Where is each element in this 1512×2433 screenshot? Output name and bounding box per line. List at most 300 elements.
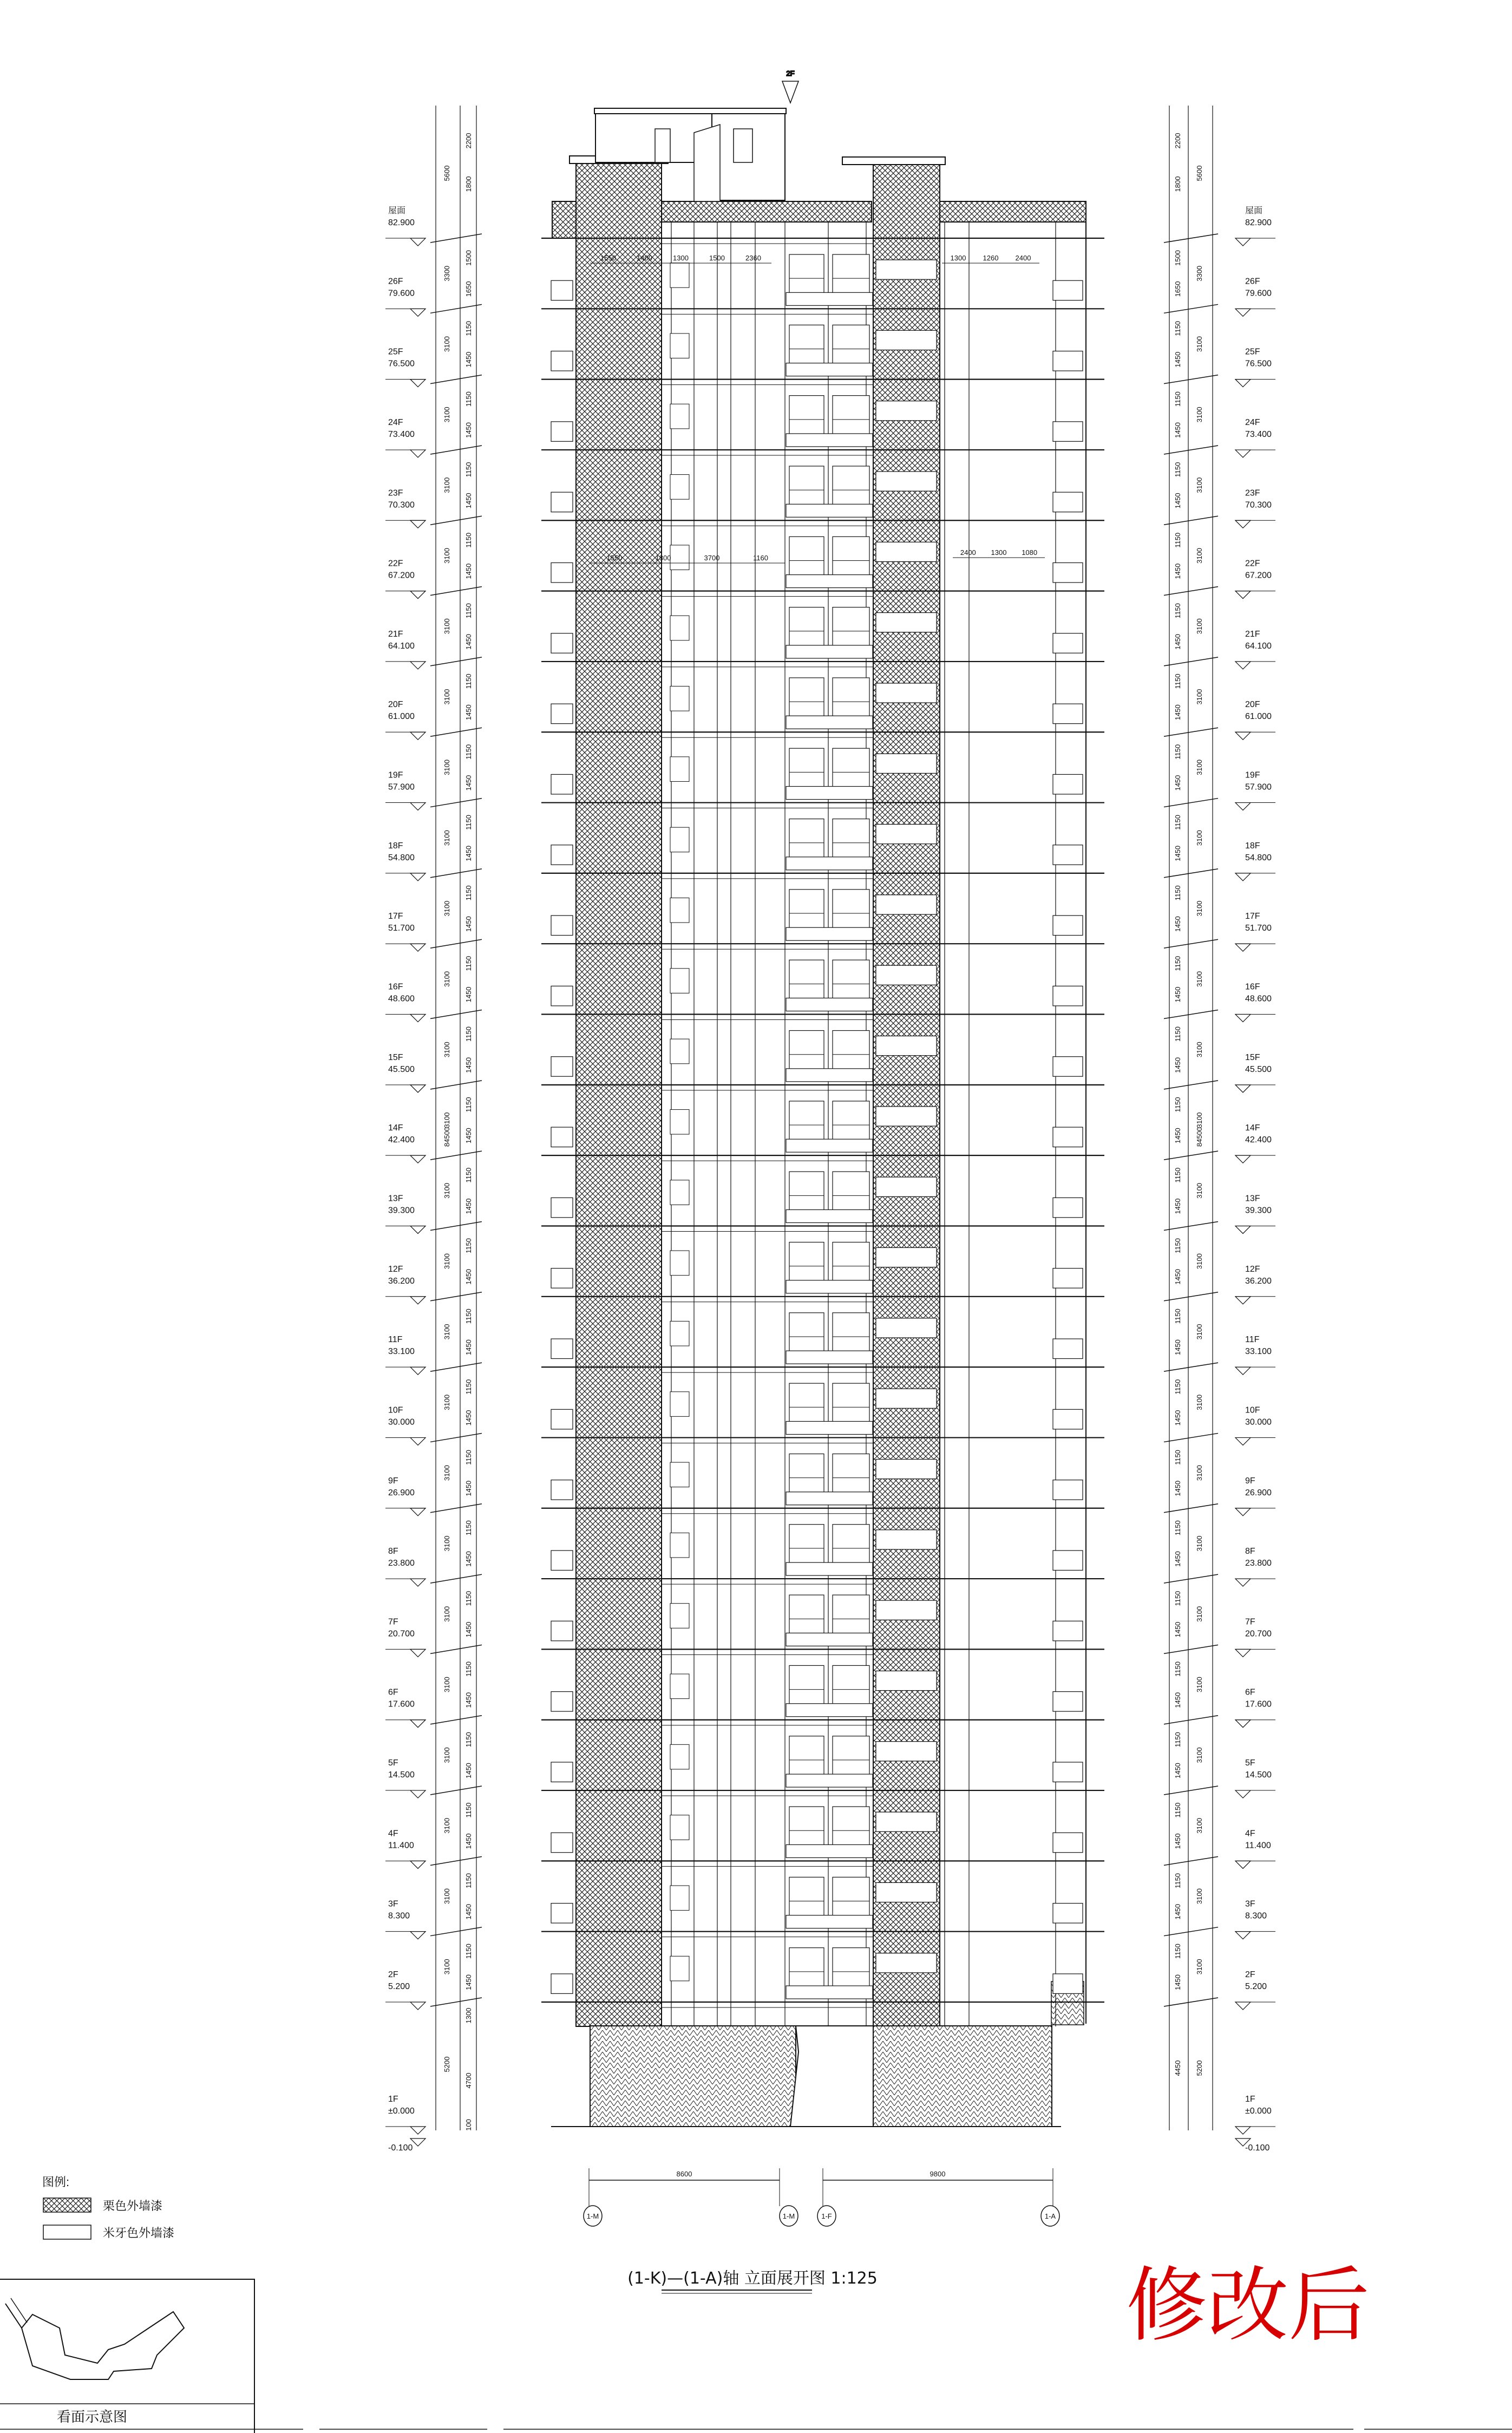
- window-center-17: [789, 1454, 824, 1497]
- balcony-rail-18: [786, 1562, 873, 1575]
- right-inner-dim-32: 1150: [1174, 1379, 1182, 1395]
- window-mid-col-4: [876, 542, 937, 561]
- window-mid-col-20: [876, 1671, 937, 1690]
- axis-bubble-2: [780, 2206, 798, 2226]
- level-elev-left-10: 51.700: [388, 924, 415, 933]
- left-top-dim-1: 2200: [464, 133, 473, 149]
- left-tick-11: [430, 1010, 482, 1019]
- level-elev-right-14: 39.300: [1245, 1206, 1272, 1215]
- window-mid-col-21: [876, 1742, 937, 1761]
- level-name-left-7: 20F: [388, 700, 403, 710]
- left-outer-dim-17: 3100: [443, 1465, 451, 1481]
- right-inner-dim-9: 1450: [1174, 563, 1182, 579]
- left-tick-13: [430, 1151, 482, 1160]
- level-elev-right-1: 79.600: [1245, 289, 1272, 298]
- window-center-r-17: [833, 1454, 869, 1497]
- balcony-rail-14: [786, 1280, 873, 1293]
- base-stone-right: [873, 2026, 1052, 2127]
- right-tick-22: [1164, 1786, 1218, 1795]
- window-center-r-6: [833, 678, 869, 721]
- level-name-left-21: 6F: [388, 1688, 398, 1697]
- window-edge-left-7: [551, 774, 573, 794]
- balcony-rail-20: [786, 1704, 873, 1717]
- left-inner-dim-49: 1450: [464, 1974, 473, 1990]
- level-name-right-20: 7F: [1245, 1617, 1255, 1627]
- right-outer-dim-3: 3100: [1195, 477, 1203, 493]
- level-name-right-4: 23F: [1245, 488, 1260, 498]
- level-name-left-8: 19F: [388, 770, 403, 780]
- parapet-band-right: [940, 201, 1086, 222]
- window-center-14: [789, 1242, 824, 1285]
- left-inner-dim-3: 1450: [464, 351, 473, 368]
- right-inner-dim-11: 1450: [1174, 633, 1182, 650]
- right-inner-dim-18: 1150: [1174, 885, 1182, 901]
- balcony-rail-9: [786, 927, 873, 940]
- level-marker-left-25: [410, 2002, 426, 2010]
- facade-dim-mid-left-0: 1550: [606, 554, 623, 562]
- left-tick-10: [430, 939, 482, 948]
- left-inner-dim-27: 1450: [464, 1198, 473, 1214]
- window-edge-left-10: [551, 986, 573, 1005]
- left-inner-dim-22: 1150: [464, 1026, 473, 1042]
- window-mid-col-3: [876, 472, 937, 491]
- roof-window-1: [655, 129, 670, 162]
- right-tick-1: [1164, 304, 1218, 313]
- left-inner-dim-29: 1450: [464, 1268, 473, 1285]
- window-edge-left-12: [551, 1127, 573, 1147]
- level-marker-left-1: [410, 309, 426, 316]
- right-tick-19: [1164, 1574, 1218, 1583]
- level-name-left-26: 1F: [388, 2095, 398, 2104]
- window-mid-col-5: [876, 613, 937, 632]
- level-name-right-26: 1F: [1245, 2095, 1255, 2104]
- right-inner-dim-47: 1450: [1174, 1904, 1182, 1920]
- window-edge-left-23: [551, 1904, 573, 1923]
- window-mid-col-13: [876, 1177, 937, 1196]
- level-name-left-17: 10F: [388, 1405, 403, 1415]
- window-center-5: [789, 607, 824, 651]
- legend-heading: 图例:: [42, 2175, 70, 2189]
- facade-dim-mid-right-0: 2400: [960, 548, 976, 557]
- balcony-rail-8: [786, 857, 873, 870]
- window-edge-right-21: [1053, 1762, 1083, 1782]
- window-center-16: [789, 1383, 824, 1427]
- right-inner-dim-28: 1150: [1174, 1238, 1182, 1253]
- window-center-r-24: [833, 1948, 869, 1991]
- level-marker-left-2: [410, 380, 426, 387]
- window-mid-col-6: [876, 683, 937, 703]
- left-tick-25: [430, 1998, 482, 2006]
- level-name-left-10: 17F: [388, 912, 403, 921]
- right-tick-2: [1164, 375, 1218, 384]
- level-marker-right-12: [1235, 1085, 1251, 1093]
- right-outer-dim-5: 3100: [1195, 618, 1203, 635]
- window-narrow-3: [670, 475, 689, 500]
- window-center-r-3: [833, 466, 869, 509]
- left-tick-12: [430, 1081, 482, 1089]
- level-marker-right-8: [1235, 803, 1251, 810]
- column-cap-mid: [842, 157, 945, 165]
- level-elev-right-15: 36.200: [1245, 1276, 1272, 1286]
- level-elev-left-18: 26.900: [388, 1488, 415, 1497]
- level-marker-right-18: [1235, 1508, 1251, 1516]
- window-center-6: [789, 678, 824, 721]
- level-elev-right-2: 76.500: [1245, 359, 1272, 369]
- window-narrow-16: [670, 1392, 689, 1417]
- axis-label-3: 1-F: [821, 2212, 832, 2220]
- axis-dim-2: 9800: [930, 2170, 946, 2178]
- level-elev-left-0: 82.900: [388, 218, 415, 227]
- window-narrow-14: [670, 1251, 689, 1276]
- window-narrow-19: [670, 1604, 689, 1628]
- left-tick-3: [430, 446, 482, 454]
- level-marker-left-20: [410, 1649, 426, 1657]
- level-elev-left-12: 45.500: [388, 1064, 415, 1074]
- window-narrow-7: [670, 757, 689, 782]
- left-tick-4: [430, 516, 482, 525]
- right-inner-dim-25: 1450: [1174, 1128, 1182, 1144]
- window-mid-col-2: [876, 401, 937, 421]
- parapet-band-edge: [552, 201, 576, 238]
- window-center-18: [789, 1525, 824, 1568]
- level-name-right-5: 22F: [1245, 559, 1260, 568]
- balcony-rail-24: [786, 1986, 873, 1999]
- window-center-r-2: [833, 396, 869, 439]
- right-outer-dim-8: 3100: [1195, 830, 1203, 846]
- left-inner-dim-6: 1150: [464, 462, 473, 478]
- level-elev-left-11: 48.600: [388, 994, 415, 1004]
- level-elev-left-21: 17.600: [388, 1699, 415, 1709]
- roof-window-2: [734, 129, 752, 162]
- facade-dim-upper-left-4: 2360: [745, 254, 761, 262]
- axis-bubble-4: [1041, 2206, 1059, 2226]
- level-marker-left-5: [410, 591, 426, 599]
- level-elev-left-8: 57.900: [388, 782, 415, 792]
- level-elev-right-12: 45.500: [1245, 1064, 1272, 1074]
- level-marker-left-16: [410, 1367, 426, 1375]
- level-marker-right-10: [1235, 944, 1251, 951]
- right-outer-dim-15: 3100: [1195, 1324, 1203, 1340]
- balcony-rail-4: [786, 575, 873, 588]
- window-edge-left-24: [551, 1974, 573, 1993]
- level-elev-left-14: 39.300: [388, 1206, 415, 1215]
- drawing-title: (1-K)—(1-A)轴 立面展开图 1:125: [627, 2269, 878, 2288]
- level-elev-left-2: 76.500: [388, 359, 415, 369]
- balcony-rail-15: [786, 1351, 873, 1364]
- facade-dim-upper-left-1: 1400: [637, 254, 652, 262]
- right-tick-11: [1164, 1010, 1218, 1019]
- level-marker-right-17: [1235, 1437, 1251, 1445]
- window-mid-col-24: [876, 1953, 937, 1973]
- level-name-left-16: 11F: [388, 1335, 403, 1345]
- right-level-markers: [1235, 206, 1275, 2153]
- level-name-left-24: 3F: [388, 1899, 398, 1909]
- window-narrow-20: [670, 1674, 689, 1699]
- right-outer-dim-11: 3100: [1195, 1042, 1203, 1058]
- right-inner-dim-48: 1150: [1174, 1944, 1182, 1959]
- window-narrow-22: [670, 1815, 689, 1840]
- right-top-dim-3: 5600: [1195, 165, 1203, 181]
- window-edge-left-2: [551, 422, 573, 441]
- level-name-right-19: 8F: [1245, 1547, 1255, 1556]
- right-tick-6: [1164, 657, 1218, 666]
- left-inner-dim-18: 1150: [464, 885, 473, 901]
- level-elev-right-23: 11.400: [1245, 1841, 1271, 1850]
- level-elev-right-22: 14.500: [1245, 1770, 1272, 1780]
- window-mid-col-17: [876, 1459, 937, 1479]
- right-inner-dim-13: 1450: [1174, 704, 1182, 721]
- window-center-15: [789, 1313, 824, 1356]
- level-marker-left-9: [410, 873, 426, 881]
- left-tick-22: [430, 1786, 482, 1795]
- window-narrow-5: [670, 616, 689, 640]
- maroon-column-left: [576, 162, 662, 2026]
- window-edge-right-1: [1053, 351, 1083, 371]
- window-edge-right-17: [1053, 1480, 1083, 1500]
- window-narrow-2: [670, 404, 689, 429]
- left-inner-dim-11: 1450: [464, 633, 473, 650]
- right-tick-24: [1164, 1927, 1218, 1936]
- window-edge-left-15: [551, 1339, 573, 1358]
- left-outer-dim-0: 3300: [443, 265, 451, 282]
- drawing-title-block: [627, 2269, 878, 2293]
- window-center-0: [789, 254, 824, 298]
- window-narrow-1: [670, 333, 689, 358]
- level-name-right-13: 14F: [1245, 1123, 1260, 1133]
- level-marker-right-14: [1235, 1226, 1251, 1233]
- window-edge-left-5: [551, 633, 573, 653]
- right-tick-4: [1164, 516, 1218, 525]
- left-inner-dim-37: 1450: [464, 1551, 473, 1567]
- left-inner-dim-51: 4700: [464, 2072, 473, 2089]
- left-outer-dim-2: 3100: [443, 407, 451, 423]
- right-inner-dim-22: 1150: [1174, 1026, 1182, 1042]
- parapet-band-left: [662, 201, 872, 222]
- right-top-dim-1: 2200: [1174, 133, 1182, 149]
- level-marker-right-23: [1235, 1861, 1251, 1868]
- window-edge-right-22: [1053, 1833, 1083, 1852]
- legend-swatch-cream: [43, 2225, 91, 2239]
- left-outer-dim-24: 3100: [443, 1959, 451, 1975]
- window-edge-left-8: [551, 845, 573, 865]
- balcony-rail-22: [786, 1845, 873, 1858]
- level-marker-right-11: [1235, 1015, 1251, 1022]
- window-center-r-13: [833, 1172, 869, 1215]
- window-mid-col-14: [876, 1247, 937, 1267]
- window-mid-col-18: [876, 1530, 937, 1549]
- legend-swatch-maroon: [43, 2198, 91, 2212]
- left-level-markers: [385, 206, 426, 2153]
- left-inner-dim-1: 1650: [464, 281, 473, 297]
- window-edge-left-11: [551, 1057, 573, 1076]
- right-inner-dim-35: 1450: [1174, 1480, 1182, 1496]
- level-marker-right-2: [1235, 380, 1251, 387]
- left-tick-2: [430, 375, 482, 384]
- right-outer-dim-10: 3100: [1195, 971, 1203, 987]
- facade-dim-upper-right-2: 2400: [1015, 254, 1031, 262]
- window-edge-left-20: [551, 1692, 573, 1711]
- window-center-3: [789, 466, 824, 509]
- axis-dim-1: 8600: [676, 2170, 692, 2178]
- left-inner-dim-4: 1150: [464, 391, 473, 407]
- left-inner-dim-33: 1450: [464, 1410, 473, 1426]
- window-edge-right-12: [1053, 1127, 1083, 1147]
- window-center-r-22: [833, 1807, 869, 1850]
- window-center-r-12: [833, 1101, 869, 1144]
- left-tick-14: [430, 1221, 482, 1230]
- left-bottom-dim: 100: [464, 2119, 473, 2131]
- level-elev-left-17: 30.000: [388, 1417, 415, 1427]
- left-outer-dim-25: 5200: [443, 2056, 451, 2072]
- level-elev-left-1: 79.600: [388, 289, 415, 298]
- left-inner-dim-31: 1450: [464, 1339, 473, 1356]
- level-name-right-14: 13F: [1245, 1194, 1260, 1204]
- left-inner-dim-14: 1150: [464, 744, 473, 760]
- level-elev-left-4: 70.300: [388, 500, 415, 510]
- key-plan-label: 看面示意图: [56, 2409, 128, 2425]
- window-mid-col-7: [876, 754, 937, 773]
- level-name-right-22: 5F: [1245, 1758, 1255, 1768]
- left-inner-dim-20: 1150: [464, 956, 473, 971]
- left-inner-dim-5: 1450: [464, 422, 473, 438]
- right-tick-20: [1164, 1645, 1218, 1653]
- window-narrow-11: [670, 1039, 689, 1064]
- right-outer-dim-14: 3100: [1195, 1253, 1203, 1270]
- key-plan: [0, 2279, 254, 2433]
- level-marker-left-22: [410, 1790, 426, 1798]
- right-inner-dim-17: 1450: [1174, 845, 1182, 861]
- level-marker-right-16: [1235, 1367, 1251, 1375]
- window-edge-left-6: [551, 704, 573, 723]
- right-outer-dim-2: 3100: [1195, 407, 1203, 423]
- window-edge-left-1: [551, 351, 573, 371]
- window-edge-right-3: [1053, 492, 1083, 512]
- window-edge-right-13: [1053, 1198, 1083, 1217]
- window-center-r-4: [833, 537, 869, 580]
- right-inner-dim-0: 1500: [1174, 250, 1182, 266]
- left-outer-dim-11: 3100: [443, 1042, 451, 1058]
- facade-dim-upper-left-3: 1500: [709, 254, 725, 262]
- window-edge-right-14: [1053, 1268, 1083, 1288]
- level-name-right-17: 10F: [1245, 1405, 1260, 1415]
- level-name-right-3: 24F: [1245, 417, 1260, 427]
- level-elev-left-25: 5.200: [388, 1982, 410, 1991]
- window-center-r-0: [833, 254, 869, 298]
- level-marker-right-25: [1235, 2002, 1251, 2010]
- axis-label-4: 1-A: [1044, 2212, 1056, 2220]
- left-inner-dim-12: 1150: [464, 673, 473, 689]
- balcony-rail-6: [786, 716, 873, 729]
- right-inner-dim-14: 1150: [1174, 744, 1182, 760]
- entrance-canopy: [790, 2026, 873, 2127]
- ground-elev-left: -0.100: [388, 2143, 413, 2153]
- revision-stamp: 修改后: [1126, 2259, 1370, 2353]
- level-name-left-25: 2F: [388, 1970, 398, 1979]
- left-tick-23: [430, 1856, 482, 1865]
- level-marker-right-9: [1235, 873, 1251, 881]
- level-name-left-6: 21F: [388, 629, 403, 639]
- left-inner-dim-2: 1150: [464, 321, 473, 336]
- level-elev-right-0: 82.900: [1245, 218, 1272, 227]
- window-edge-left-17: [551, 1480, 573, 1500]
- balcony-rail-3: [786, 504, 873, 517]
- window-narrow-6: [670, 686, 689, 711]
- right-tick-17: [1164, 1433, 1218, 1442]
- right-outer-dim-19: 3100: [1195, 1606, 1203, 1622]
- roof-stair-house-cap: [594, 108, 786, 114]
- left-inner-dim-0: 1500: [464, 250, 473, 266]
- balcony-rail-13: [786, 1209, 873, 1222]
- right-inner-dim-29: 1450: [1174, 1268, 1182, 1285]
- window-center-r-9: [833, 890, 869, 933]
- level-name-left-9: 18F: [388, 841, 403, 851]
- right-inner-dim-38: 1150: [1174, 1591, 1182, 1606]
- window-center-11: [789, 1031, 824, 1074]
- balcony-rail-21: [786, 1774, 873, 1787]
- window-narrow-21: [670, 1744, 689, 1769]
- right-inner-dim-15: 1450: [1174, 775, 1182, 791]
- right-outer-dim-17: 3100: [1195, 1465, 1203, 1481]
- window-mid-col-9: [876, 895, 937, 914]
- level-name-left-3: 24F: [388, 417, 403, 427]
- left-outer-dim-4: 3100: [443, 547, 451, 564]
- window-edge-left-3: [551, 492, 573, 512]
- right-dimension-chain: [1164, 106, 1218, 2130]
- level-marker-right-0: [1235, 238, 1251, 246]
- right-bottom-outer-dim: 5200: [1195, 2060, 1203, 2076]
- level-elev-right-4: 70.300: [1245, 500, 1272, 510]
- level-marker-right-26: [1235, 2127, 1251, 2134]
- level-marker-right-7: [1235, 732, 1251, 740]
- level-name-right-21: 6F: [1245, 1688, 1255, 1697]
- left-inner-dim-38: 1150: [464, 1591, 473, 1606]
- right-inner-dim-5: 1450: [1174, 422, 1182, 438]
- balcony-rail-12: [786, 1139, 873, 1152]
- left-inner-dim-7: 1450: [464, 493, 473, 509]
- window-edge-left-14: [551, 1268, 573, 1288]
- window-center-22: [789, 1807, 824, 1850]
- left-outer-dim-18: 3100: [443, 1535, 451, 1552]
- window-narrow-12: [670, 1109, 689, 1134]
- facade-dim-upper-left-2: 1300: [673, 254, 689, 262]
- right-tick-13: [1164, 1151, 1218, 1160]
- window-narrow-13: [670, 1180, 689, 1205]
- level-name-right-23: 4F: [1245, 1829, 1255, 1839]
- level-marker-left-8: [410, 803, 426, 810]
- right-tick-15: [1164, 1292, 1218, 1301]
- facade-dim-mid-right-2: 1080: [1022, 548, 1038, 557]
- left-tick-1: [430, 304, 482, 313]
- window-center-21: [789, 1736, 824, 1780]
- level-name-right-18: 9F: [1245, 1476, 1255, 1486]
- window-edge-left-0: [551, 280, 573, 300]
- level-marker-left-7: [410, 732, 426, 740]
- right-outer-dim-18: 3100: [1195, 1535, 1203, 1552]
- level-name-right-8: 19F: [1245, 770, 1260, 780]
- window-narrow-9: [670, 898, 689, 923]
- legend: [42, 2175, 174, 2240]
- level-name-right-6: 21F: [1245, 629, 1260, 639]
- level-elev-right-8: 57.900: [1245, 782, 1272, 792]
- right-inner-dim-23: 1450: [1174, 1057, 1182, 1073]
- level-marker-left-17: [410, 1437, 426, 1445]
- left-outer-dim-6: 3100: [443, 689, 451, 705]
- window-center-8: [789, 819, 824, 862]
- right-total-dim: 84500: [1195, 1127, 1203, 1147]
- level-elev-right-7: 61.000: [1245, 712, 1272, 722]
- level-name-left-20: 7F: [388, 1617, 398, 1627]
- balcony-rail-2: [786, 434, 873, 447]
